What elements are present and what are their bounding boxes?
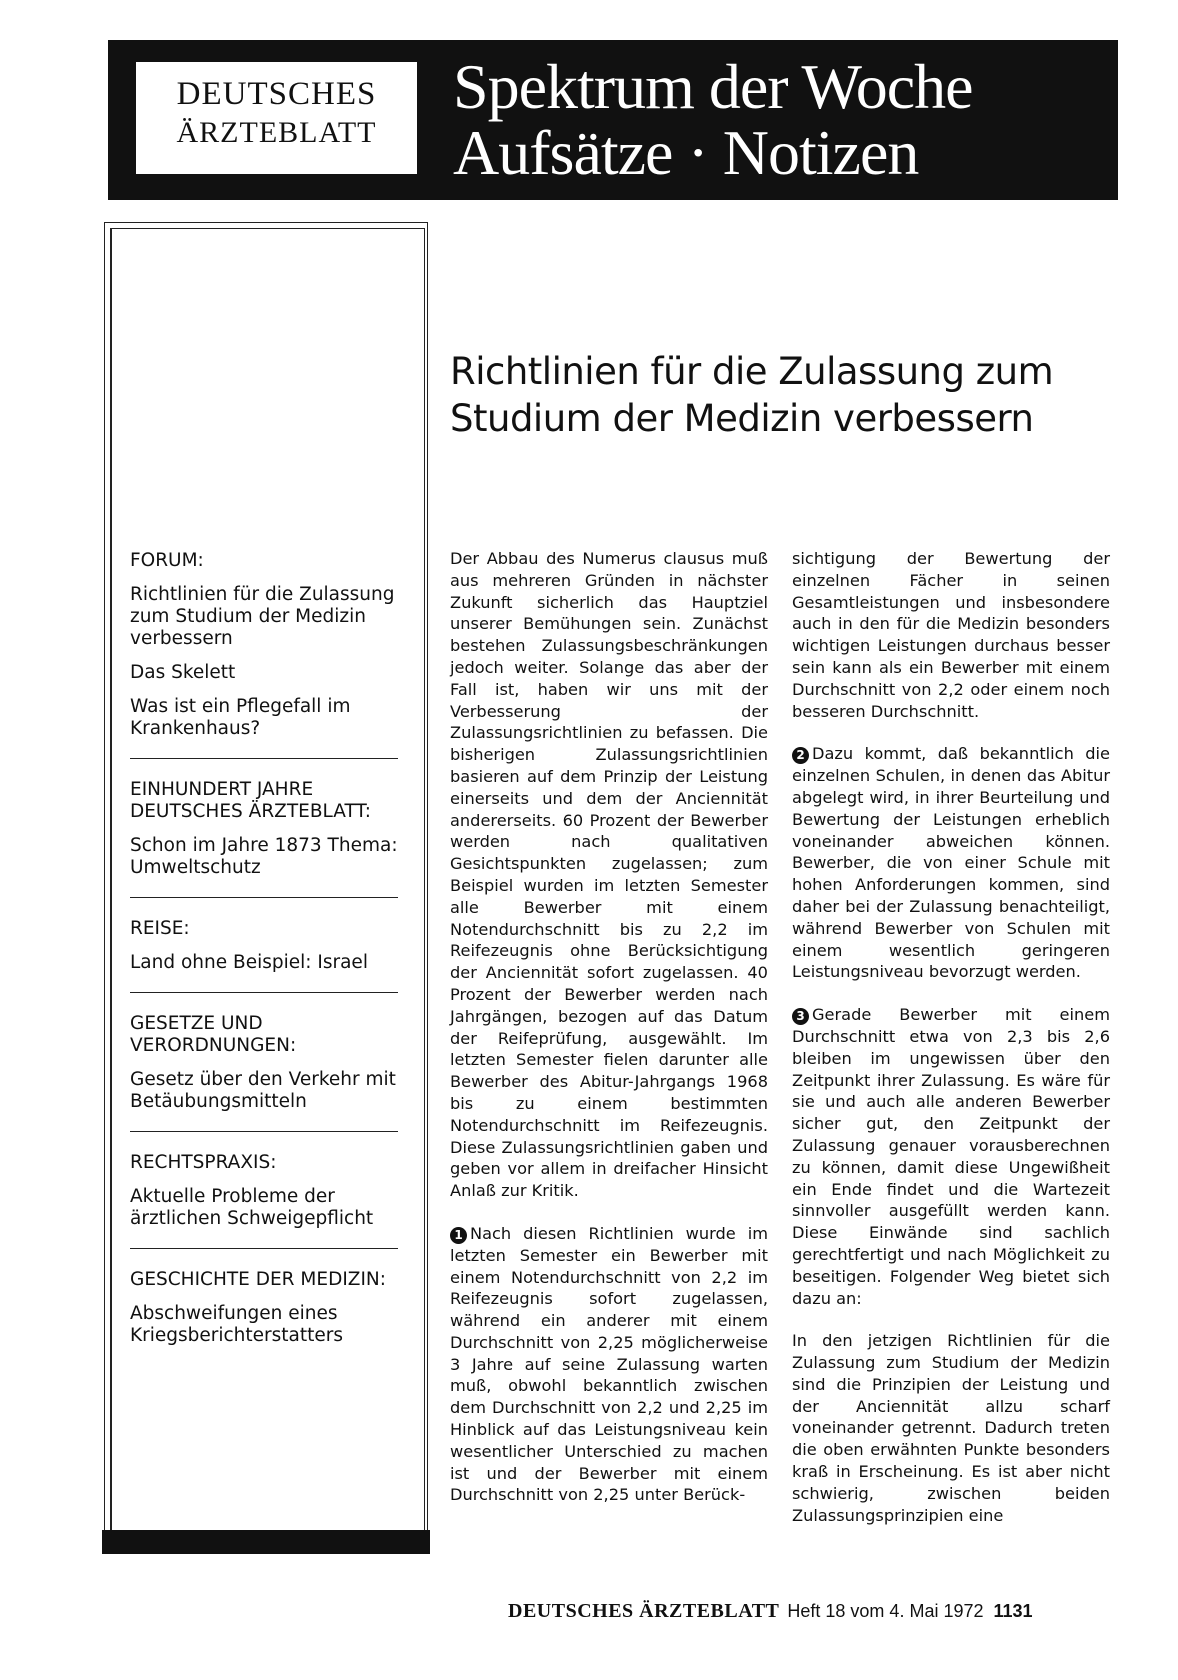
toc-section [130, 550, 400, 740]
toc-item: Richtlinien für die Zulassung zum Studium der Medizin verbessern [130, 584, 395, 649]
toc-divider [130, 1248, 398, 1249]
toc-item: Land ohne Beispiel: Israel [130, 952, 368, 973]
toc-section-heading: EINHUNDERT JAHRE DEUTSCHES ÄRZTEBLATT: [130, 779, 371, 822]
paragraph-text: Gerade Bewerber mit einem Durchschnitt etwa von 2,3 bis 2,6 bleiben im ungewissen über den Zeitpunkt ihrer Zulassung. Es wäre für sie und auch alle anderen Bewerber sicher gut, den Zeitpunkt der Zulassung genauer vorausberechnen zu können, damit diese Ungewißheit ein Ende findet und die Wartezeit sinnvoller ausgefüllt werden kann. Diese Einwände sind sachlich gerechtfertigt und nach Möglichkeit zu beseitigen. Folgender Weg bietet sich dazu an: [792, 1005, 1110, 1308]
toc-item: Abschweifungen eines Kriegsberichterstatters [130, 1303, 344, 1346]
toc-section-heading: FORUM: [130, 550, 204, 571]
section-title-line-2: Aufsätze · Notizen [453, 117, 919, 188]
headline-line-2: Studium der Medizin verbessern [450, 397, 1034, 440]
paragraph: Der Abbau des Numerus clausus muß aus mehreren Gründen in nächster Zukunft sicherlich das Hauptziel unserer Bemühungen sein. Zunächst bestehen Zulassungsbeschränkungen jedoch weiter. Solange das aber der Fall ist, haben wir uns mit der Verbesserung der Zulassungsrichtlinien zu befassen. Die bisherigen Zulassungsrichtlinien basieren auf dem Prinzip der Leistung einerseits und dem der Anciennität andererseits. 60 Prozent der Bewerber werden nach qualitativen Gesichtspunkten zugelassen; zum Beispiel wurden im letzten Semester alle Bewerber mit einem Notendurchschnitt bis zu 2,2 im Reifezeugnis ohne Berücksichtigung der Anciennität sofort zugelassen. 40 Prozent der Bewerber werden nach Jahrgängen, bezogen auf das Datum der Reifeprüfung, ausgewählt. Im letzten Semester fielen darunter alle Bewerber des Abitur-Jahrgangs 1968 bis zu einem bestimmten Notendurchschnitt im Reifezeugnis. Diese Zulassungsrichtlinien gaben und geben vor allem in dreifacher Hinsicht Anlaß zur Kritik. [450, 549, 768, 1201]
page-footer [508, 1600, 1118, 1623]
toc-item: Das Skelett [130, 662, 236, 683]
number-marker: 3 [792, 1008, 809, 1025]
paragraph [792, 743, 1110, 983]
masthead [108, 40, 1118, 200]
footer-publication: DEUTSCHES ÄRZTEBLATT [508, 1600, 780, 1622]
page-number: 1131 [993, 1601, 1033, 1621]
toc-section-heading: REISE: [130, 918, 190, 939]
toc-divider [130, 897, 398, 898]
article-column-2 [792, 548, 1110, 1547]
toc-item: Schon im Jahre 1873 Thema: Umweltschutz [130, 835, 398, 878]
article-column-1 [450, 548, 768, 1527]
toc-section-heading: RECHTSPRAXIS: [130, 1152, 277, 1173]
toc-item: Aktuelle Probleme der ärztlichen Schweigepflicht [130, 1186, 374, 1229]
toc-section [130, 779, 400, 879]
toc-section-heading: GESETZE UND VERORDNUNGEN: [130, 1013, 297, 1056]
toc-divider [130, 992, 398, 993]
logo-line-1: DEUTSCHES [176, 76, 377, 112]
table-of-contents [130, 550, 400, 1359]
section-title-line-1: Spektrum der Woche [453, 51, 973, 122]
paragraph [792, 1004, 1110, 1309]
paragraph: In den jetzigen Richtlinien für die Zulassung zum Studium der Medizin sind die Prinzipien der Leistung und der Anciennität allzu scharf voneinander getrennt. Dadurch treten die oben erwähnten Punkte besonders kraß in Erscheinung. Es ist aber nicht schwierig, zwischen beiden Zulassungsprinzipien eine [792, 1331, 1110, 1525]
toc-divider [130, 1131, 398, 1132]
toc-section [130, 918, 400, 974]
paragraph [450, 1223, 768, 1506]
toc-divider [130, 758, 398, 759]
number-marker: 1 [450, 1227, 467, 1244]
paragraph-text: Nach diesen Richtlinien wurde im letzten Semester ein Bewerber mit einem Notendurchschnitt von 2,2 im Reifezeugnis sofort zugelassen, während ein anderer mit einem Durchschnitt von 2,25 möglicherweise 3 Jahre auf seine Zulassung warten muß, obwohl bekanntlich zwischen dem Durchschnitt von 2,2 und 2,25 im Hinblick auf das Leistungsniveau kein wesentlicher Unterschied zu machen ist und der Bewerber mit einem Durchschnitt von 2,25 unter Berück- [450, 1223, 768, 1505]
number-marker: 2 [792, 747, 809, 764]
toc-section [130, 1152, 400, 1230]
toc-section-heading: GESCHICHTE DER MEDIZIN: [130, 1269, 386, 1290]
toc-section [130, 1269, 400, 1347]
article-headline [450, 348, 1110, 442]
footer-issue: Heft 18 vom 4. Mai 1972 [787, 1601, 984, 1621]
headline-line-1: Richtlinien für die Zulassung zum [450, 350, 1054, 393]
toc-item: Was ist ein Pflegefall im Krankenhaus? [130, 696, 351, 739]
toc-section [130, 1013, 400, 1113]
paragraph-text: Dazu kommt, daß bekanntlich die einzelnen Schulen, in denen das Abitur abgelegt wird, in ihrer Beurteilung und Bewertung der Leistungen erheblich voneinander abweichen können. Bewerber, die von einer Schule mit hohen Anforderungen kommen, sind daher bei der Zulassung benachteiligt, während Bewerber von Schulen mit einem wesentlich geringeren Leistungsniveau bevorzugt werden. [792, 744, 1110, 982]
paragraph: sichtigung der Bewertung der einzelnen Fächer in seinen Gesamtleistungen und insbesondere auch in den für die Medizin besonders wichtigen Leistungen durchaus besser sein kann als ein Bewerber mit einem Durchschnitt von 2,2 oder einem noch besseren Durchschnitt. [792, 549, 1110, 721]
publication-logo [136, 62, 417, 174]
sidebar-bottom-bar [102, 1530, 430, 1554]
toc-item: Gesetz über den Verkehr mit Betäubungsmitteln [130, 1069, 396, 1112]
logo-line-2: ÄRZTEBLATT [176, 116, 377, 149]
